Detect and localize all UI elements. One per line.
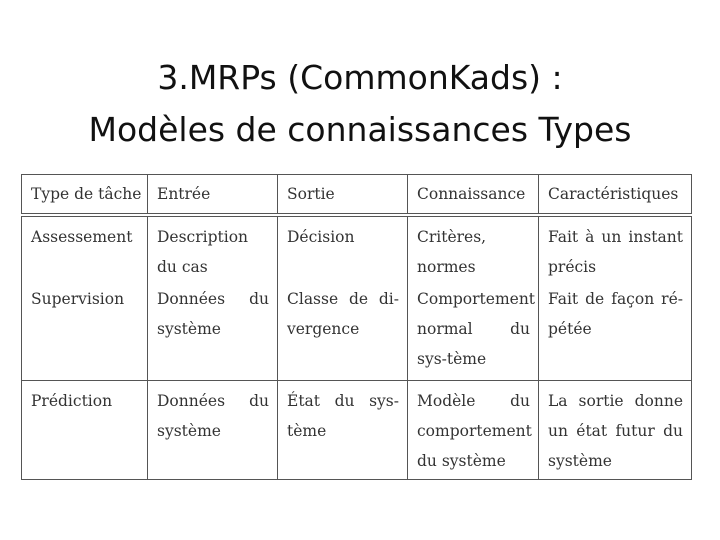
- cell-output: Classe de di-vergence: [278, 282, 408, 381]
- cell-task-type: Assessement: [22, 215, 148, 282]
- cell-input: Description du cas: [148, 215, 278, 282]
- cell-characteristics: La sortie donne un état futur du système: [539, 381, 692, 480]
- cell-input: Données du système: [148, 381, 278, 480]
- cell-task-type: Supervision: [22, 282, 148, 381]
- header-output: Sortie: [278, 175, 408, 216]
- header-characteristics: Caractéristiques: [539, 175, 692, 216]
- table-body: [22, 215, 692, 480]
- cell-knowledge: Modèle du comportement du système: [408, 381, 539, 480]
- slide-title-line-2: Modèles de connaissances Types: [88, 110, 632, 149]
- slide-title-line-1: 3.MRPs (CommonKads) :: [157, 58, 563, 97]
- table-row-assessement: [22, 215, 692, 282]
- table-row-supervision: [22, 282, 692, 381]
- header-task-type: Type de tâche: [22, 175, 148, 216]
- cell-knowledge: Critères, normes: [408, 215, 539, 282]
- slide-title: [0, 52, 720, 156]
- table-header-row: [22, 175, 692, 216]
- cell-input: Données du système: [148, 282, 278, 381]
- cell-knowledge: Comportement normal du sys-tème: [408, 282, 539, 381]
- knowledge-models-table: [21, 174, 692, 480]
- cell-output: État du sys-tème: [278, 381, 408, 480]
- cell-characteristics: Fait à un instant précis: [539, 215, 692, 282]
- cell-output: Décision: [278, 215, 408, 282]
- header-input: Entrée: [148, 175, 278, 216]
- header-knowledge: Connaissance: [408, 175, 539, 216]
- table-header: [22, 175, 692, 216]
- cell-task-type: Prédiction: [22, 381, 148, 480]
- cell-characteristics: Fait de façon ré-pétée: [539, 282, 692, 381]
- table-row-prediction: [22, 381, 692, 480]
